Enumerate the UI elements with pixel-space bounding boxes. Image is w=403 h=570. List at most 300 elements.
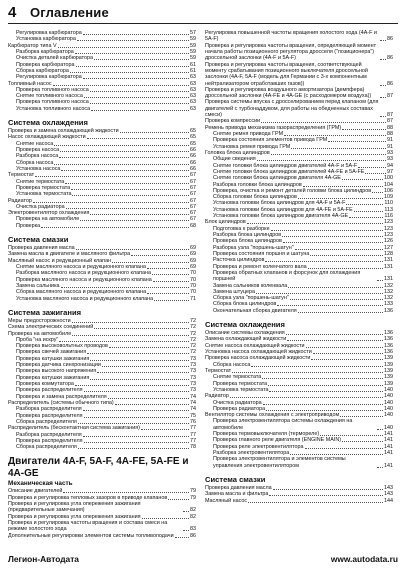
dot-leader <box>377 429 383 430</box>
toc-entry-title: Проверка насоса охлаждающей жидкости <box>205 355 311 362</box>
toc-entry-title: Проверка системы впуска с дросселированием перед клапаном (для двигателей с турбонаддувом, для работы на обедненных составах смеси) <box>205 99 379 119</box>
dot-leader <box>72 322 189 323</box>
toc-entry-title: Разборка карбюратора <box>16 48 74 55</box>
toc-entry-title: Схема электрических соединений <box>8 324 94 331</box>
toc-entry-title: Проверка высоковольтных проводов <box>16 343 108 350</box>
toc-entry-title: Регулировка карбюратора <box>16 74 82 81</box>
dot-leader <box>277 305 383 306</box>
toc-group-left-ignition <box>8 318 196 451</box>
toc-entry-page: 73 <box>190 368 196 375</box>
toc-entry-page: 59 <box>190 55 196 62</box>
toc-entry-page: 63 <box>190 80 196 87</box>
toc-entry <box>205 270 393 283</box>
toc-entry-title: Проверка и замена охлаждающей жидкости <box>8 128 119 135</box>
toc-entry-title: Установка термостата <box>16 191 72 198</box>
dot-leader <box>372 192 383 193</box>
page-header <box>8 6 398 24</box>
toc-entry-page: 82 <box>190 507 196 514</box>
toc-entry-page: 131 <box>384 257 393 264</box>
toc-entry-page: 71 <box>190 295 196 302</box>
toc-entry-page: 106 <box>384 187 393 194</box>
toc-entry-page: 70 <box>190 282 196 289</box>
dot-leader <box>90 360 189 361</box>
toc-entry-page: 69 <box>190 245 196 252</box>
toc-group-left-top <box>8 30 196 112</box>
toc-entry-page: 140 <box>384 412 393 419</box>
toc-entry-title: Установка головки блока цилиндров для 4A-FE и 5A-FE <box>213 206 353 213</box>
toc-entry-title: Проверка и замена распределителя <box>16 393 107 400</box>
toc-entry-page: 88 <box>387 131 393 137</box>
toc-entry-page: 67 <box>190 191 196 198</box>
toc-entry-page: 74 <box>190 393 196 400</box>
dot-leader <box>311 359 383 360</box>
dot-leader <box>58 47 189 48</box>
dot-leader <box>320 435 383 436</box>
toc-entry-page: 83 <box>190 526 196 533</box>
dot-leader <box>268 385 383 386</box>
toc-entry-page: 141 <box>384 450 393 456</box>
toc-entry-page: 74 <box>190 399 196 406</box>
toc-entry-title: Проверка распределителя <box>16 437 83 444</box>
toc-entry-title: Установка насоса <box>16 165 61 172</box>
toc-entry-title: Снятие термостата <box>213 374 262 381</box>
toc-entry-title: Сборка блока цилиндров <box>213 301 277 308</box>
toc-entry-title: Проверка датчика синхронизации <box>16 362 101 369</box>
dot-leader <box>147 268 189 269</box>
dot-leader <box>59 157 189 158</box>
toc-entry-title: Проверка термостата <box>16 184 71 191</box>
toc-entry-title: Снятие головки блока цилиндров двигателя 4A-GE <box>213 175 341 182</box>
dot-leader <box>288 287 383 288</box>
toc-entry-page: 72 <box>190 324 196 331</box>
dot-leader <box>72 335 189 336</box>
toc-entry-title: Описание двигателей <box>8 488 63 495</box>
toc-entry-page: 63 <box>190 99 196 106</box>
dot-leader <box>54 164 189 165</box>
toc-entry-page: 75 <box>190 412 196 419</box>
toc-entry-page: 94 <box>387 162 393 169</box>
dot-leader <box>97 372 189 373</box>
toc-entry-page: 139 <box>384 361 393 368</box>
toc-entry <box>8 296 196 302</box>
dot-leader <box>380 116 386 117</box>
dot-leader <box>310 255 383 256</box>
toc-entry-page: 67 <box>190 172 196 179</box>
section-heading: Система смазки <box>8 235 69 245</box>
toc-entry-title: Установка головки блока цилиндров для 4A-F и 5A-F <box>213 200 346 207</box>
dot-leader <box>41 227 189 228</box>
toc-entry-page: 133 <box>384 301 393 308</box>
toc-column-right <box>205 30 393 504</box>
toc-entry-title: Проверка карбюратора <box>16 61 75 68</box>
toc-entry-title: Проверка катушки зажигания <box>16 355 90 362</box>
chapter-heading: Двигатели 4A-F, 5A-F, 4A-FE, 5A-FE и 4A-GE <box>8 456 189 479</box>
dot-leader <box>72 195 189 196</box>
toc-entry-page: 141 <box>384 437 393 444</box>
toc-entry-page: 132 <box>384 295 393 302</box>
toc-entry-title: Проверка масляного насоса и редукционного клапана <box>16 276 152 283</box>
toc-entry-title: Замена сальника <box>16 282 60 289</box>
toc-entry-title: Проверка термостата <box>213 380 268 387</box>
toc-entry-page: 126 <box>384 238 393 245</box>
toc-entry <box>8 520 196 533</box>
toc-entry-page: 123 <box>384 219 393 226</box>
dot-leader <box>60 151 189 152</box>
toc-entry-title: Проверка насоса <box>16 147 60 153</box>
toc-entry-page: 73 <box>190 387 196 394</box>
toc-entry-title: Распределитель (системы обычного типа) <box>8 399 114 406</box>
toc-entry-title: Снятие головки блока цилиндров двигателей 4A-F и 5A-F <box>213 162 358 169</box>
toc-entry-title: Проверка топливного насоса <box>16 86 89 93</box>
dot-leader <box>248 502 383 503</box>
toc-entry-title: Блок цилиндров <box>205 219 246 226</box>
dot-leader <box>251 366 383 367</box>
dot-leader <box>183 530 189 531</box>
toc-entry-page: 110 <box>384 200 393 207</box>
dot-leader <box>83 436 189 437</box>
dot-leader <box>153 281 189 282</box>
toc-entry-page: 66 <box>190 165 196 172</box>
toc-entry-title: Очистка деталей карбюратора <box>16 55 94 62</box>
section-heading: Система охлаждения <box>205 320 285 330</box>
dot-leader <box>142 518 189 519</box>
toc-entry-page: 67 <box>190 203 196 210</box>
toc-entry-page: 73 <box>190 362 196 369</box>
toc-entry-page: 100 <box>384 175 393 182</box>
toc-entry-title: Проба "на искру" <box>16 336 59 343</box>
toc-entry <box>205 456 393 469</box>
toc-entry-page: 68 <box>190 222 196 229</box>
toc-entry <box>205 99 393 118</box>
toc-entry-page: 79 <box>190 494 196 501</box>
toc-entry <box>205 418 393 431</box>
dot-leader <box>109 347 189 348</box>
toc-entry-page: 70 <box>190 289 196 296</box>
dot-leader <box>87 353 189 354</box>
toc-entry-title: Сборка масляного насоса и редукционного клапана <box>16 289 147 296</box>
toc-entry-page: 72 <box>190 330 196 337</box>
toc-entry-page: 86 <box>387 36 393 43</box>
toc-entry-page: 140 <box>384 405 393 412</box>
toc-entry-page: 70 <box>190 270 196 277</box>
dot-leader <box>131 255 189 256</box>
dot-leader <box>290 299 383 300</box>
dot-leader <box>298 312 383 313</box>
toc-entry-title: Разборка головки блока цилиндров <box>213 181 302 188</box>
toc-entry-title: Разборка электровентилятора <box>213 450 290 456</box>
toc-entry-page: 93 <box>387 149 393 156</box>
dot-leader <box>78 448 189 449</box>
toc-entry-title: Установка термостата <box>213 386 269 393</box>
toc-entry <box>205 308 393 314</box>
toc-entry-page: 63 <box>190 105 196 112</box>
toc-entry-page: 65 <box>190 134 196 141</box>
dot-leader <box>78 423 189 424</box>
dot-leader <box>303 186 383 187</box>
dot-leader <box>65 183 189 184</box>
toc-entry-title: Регулировка повышенной частоты вращения холостого хода (4A-F и 5A-F) <box>205 30 377 43</box>
toc-entry-page: 116 <box>384 213 393 220</box>
toc-entry-title: Проверка и регулировка воздушного амортизатора (демпфера) дроссельной заслонки (4A-FE и 4A-GE (с расходомером воздуха)) <box>205 86 372 100</box>
toc-entry-page: 87 <box>387 93 393 100</box>
toc-entry-title: Насос охлаждающей жидкости <box>8 134 86 141</box>
page-footer <box>8 554 398 566</box>
dot-leader <box>90 103 189 104</box>
dot-leader <box>313 353 383 354</box>
dot-leader <box>380 85 386 86</box>
dot-leader <box>354 211 384 212</box>
toc-entry-page: 69 <box>190 264 196 270</box>
dot-leader <box>295 249 383 250</box>
toc-entry-title: Топливный насос <box>8 80 52 87</box>
dot-leader <box>83 34 189 35</box>
toc-group-right-lubrication <box>205 485 393 504</box>
toc-entry-page: 61 <box>190 67 196 74</box>
dot-leader <box>94 59 189 60</box>
dot-leader <box>54 145 189 146</box>
toc-entry-title: Проверка состояния поршня и шатуна <box>213 250 310 257</box>
toc-entry-title: Общие сведения <box>213 156 256 163</box>
dot-leader <box>342 179 383 180</box>
toc-entry-title: Проверка топливного насоса <box>16 99 89 106</box>
toc-entry-page: 139 <box>384 367 393 374</box>
toc-entry <box>205 62 393 87</box>
dot-leader <box>147 293 189 294</box>
toc-entry-page: 59 <box>190 42 196 49</box>
toc-entry-title: Установка ремня привода ГРМ <box>213 143 291 150</box>
dot-leader <box>342 441 383 442</box>
toc-entry-title: Вентилятор системы охлаждения с электроприводом <box>205 412 340 419</box>
toc-entry-title: Проверка и ремонт коленчатого вала <box>213 263 307 270</box>
dot-leader <box>380 97 386 98</box>
dot-leader <box>377 280 383 281</box>
toc-entry-title: Описание системы охлаждения <box>205 330 285 337</box>
dot-leader <box>90 91 189 92</box>
dot-leader <box>269 495 383 496</box>
dot-leader <box>380 59 386 60</box>
dot-leader <box>257 160 386 161</box>
toc-entry-page: 63 <box>190 86 196 93</box>
page-title: Оглавление <box>30 5 109 20</box>
toc-group-left-mechanical <box>8 488 196 539</box>
toc-entry-title: Проверка термовыключателя (термореле) <box>213 431 320 438</box>
toc-entry-title: Проверка <box>16 222 41 229</box>
toc-entry-title: Сборка распределителя <box>16 444 77 451</box>
toc-entry-page: 63 <box>190 74 196 81</box>
toc-entry-title: Проверка распределителя <box>16 387 83 394</box>
toc-entry-title: Проверка главного реле двигателя (ENGINE MAIN) <box>213 437 342 444</box>
dot-leader <box>66 208 189 209</box>
toc-entry-page: 88 <box>387 124 393 131</box>
toc-entry-title: Проверка блока цилиндров <box>213 238 282 245</box>
toc-entry-page: 91 <box>387 143 393 150</box>
toc-entry-title: Разборка распределителя <box>16 406 82 413</box>
toc-entry-page: 97 <box>387 168 393 175</box>
toc-entry-page: 65 <box>190 140 196 147</box>
dot-leader <box>349 217 383 218</box>
toc-entry-title: Проверка давления масла <box>8 245 75 252</box>
toc-entry <box>8 106 196 112</box>
toc-entry-title: Проверка коммутатора <box>16 381 74 387</box>
toc-entry-title: Снятие головки блока цилиндров двигателей 4A-FE и 5A-FE <box>213 168 365 175</box>
toc-entry-page: 140 <box>384 399 393 406</box>
dot-leader <box>340 416 383 417</box>
dot-leader <box>168 499 189 500</box>
toc-entry-title: Сборка насоса <box>213 361 251 368</box>
dot-leader <box>256 293 383 294</box>
toc-entry-title: Подготовка к разборке <box>213 225 270 232</box>
dot-leader <box>271 154 386 155</box>
toc-entry-title: Дополнительные регулировки элементов системы топливоподачи <box>8 532 174 539</box>
section-heading: Система охлаждения <box>8 118 88 128</box>
toc-entry-page: 139 <box>384 374 393 381</box>
toc-entry-title: Ремень привода механизма газораспределения (ГРМ) <box>205 124 342 131</box>
toc-entry-page: 67 <box>190 216 196 223</box>
toc-entry-title: Головка блока цилиндров <box>205 149 270 156</box>
dot-leader <box>61 287 189 288</box>
toc-entry-title: Проверка катушки зажигания <box>16 374 90 381</box>
toc-entry-title: Проверка на автомобиле <box>8 330 72 337</box>
toc-entry-page: 77 <box>190 425 196 432</box>
dot-leader <box>291 148 386 149</box>
toc-group-right-cooling <box>205 330 393 469</box>
toc-entry-page: 139 <box>384 380 393 387</box>
toc-entry-page: 70 <box>190 276 196 283</box>
toc-entry-page: 87 <box>387 118 393 125</box>
dot-leader <box>76 249 189 250</box>
toc-entry-title: Снятие термостата <box>16 178 65 185</box>
toc-entry-page: 139 <box>384 355 393 362</box>
toc-entry-title: Масляный насос и редукционный клапан <box>8 257 112 264</box>
toc-entry-title: Меры предосторожности <box>8 317 71 324</box>
toc-entry-page: 140 <box>384 386 393 393</box>
dot-leader <box>261 122 386 123</box>
toc-entry-title: Замена охлаждающей жидкости <box>205 336 287 343</box>
dot-leader <box>59 341 189 342</box>
toc-entry-title: Проверка и регулировка угла опережения зажигания <box>8 513 141 520</box>
dot-leader <box>141 429 189 430</box>
toc-entry-page: 140 <box>384 424 393 431</box>
toc-entry <box>8 533 196 539</box>
toc-entry-title: Снятие топливного насоса <box>16 93 83 100</box>
toc-entry-page: 86 <box>190 532 196 539</box>
toc-entry-title: Установка масляного насоса и редукционного клапана <box>16 295 154 302</box>
dot-leader <box>265 261 383 262</box>
toc-entry-title: Сборка головки блока цилиндров <box>213 194 297 201</box>
toc-entry-page: 131 <box>384 276 393 283</box>
toc-entry-page: 141 <box>384 462 393 469</box>
dot-leader <box>358 167 386 168</box>
toc-entry-page: 59 <box>190 48 196 55</box>
publisher-url: www.autodata.ru <box>330 554 398 564</box>
toc-entry-title: Замена масла в двигателе и масляного фильтра <box>8 251 131 258</box>
toc-entry-page: 140 <box>384 393 393 400</box>
toc-entry-page: 136 <box>384 307 393 314</box>
toc-entry-page: 73 <box>190 374 196 381</box>
dot-leader <box>282 236 383 237</box>
dot-leader <box>365 173 386 174</box>
toc-entry <box>205 498 393 504</box>
toc-entry-page: 74 <box>190 406 196 413</box>
toc-entry-title: Термостат <box>205 367 232 374</box>
toc-entry-title: Установка карбюратора <box>16 36 76 43</box>
toc-entry-title: Замена штуцера <box>213 288 256 295</box>
dot-leader <box>247 223 383 224</box>
toc-entry-page: 69 <box>190 251 196 258</box>
dot-leader <box>76 66 189 67</box>
section-heading: Система смазки <box>205 474 266 484</box>
toc-entry-title: Разборка масляного насоса и редукционного клапана <box>16 270 151 277</box>
toc-entry-page: 73 <box>190 381 196 387</box>
publisher-name: Легион-Автодата <box>8 554 79 564</box>
dot-leader <box>70 72 189 73</box>
toc-entry-page: 79 <box>190 488 196 495</box>
toc-entry-page: 104 <box>384 181 393 188</box>
toc-entry-title: Проверка давления масла <box>205 484 272 491</box>
toc-column-left <box>8 30 196 539</box>
toc-entry-page: 91 <box>387 137 393 144</box>
toc-entry-title: Проверка и регулировка частоты вращения, определяющей момент начала работы позиционного регулятора дросселя ("позиционера") дроссельной заслонки (4A-F и 5A-F) <box>205 42 377 62</box>
toc-entry-page: 113 <box>384 206 393 213</box>
toc-entry-page: 59 <box>190 36 196 43</box>
toc-entry-title: Электровентилятор охлаждения <box>8 210 90 217</box>
toc-entry-page: 144 <box>384 497 393 504</box>
dot-leader <box>108 398 189 399</box>
toc-entry-title: Сборка узла "поршень-шатун" <box>213 295 289 302</box>
dot-leader <box>273 489 383 490</box>
toc-entry-page: 72 <box>190 349 196 356</box>
dot-leader <box>230 397 383 398</box>
dot-leader <box>33 202 189 203</box>
toc-entry-page: 123 <box>384 232 393 238</box>
dot-leader <box>84 97 189 98</box>
dot-leader <box>269 391 383 392</box>
dot-leader <box>83 78 189 79</box>
toc-entry-page: 86 <box>387 55 393 62</box>
toc-entry-title: Проверка на автомобиле <box>16 216 80 223</box>
toc-entry-page: 77 <box>190 431 196 438</box>
dot-leader <box>266 410 383 411</box>
dot-leader <box>80 220 189 221</box>
dot-leader <box>63 492 189 493</box>
dot-leader <box>346 204 383 205</box>
toc-entry-page: 72 <box>190 343 196 350</box>
dot-leader <box>83 410 189 411</box>
toc-entry-title: Термостат <box>8 172 35 179</box>
toc-entry-page: 77 <box>190 437 196 444</box>
toc-entry-page: 69 <box>190 257 196 264</box>
toc-entry-title: Разборка узла "поршень-шатун" <box>213 244 294 251</box>
toc-entry-page: 136 <box>384 342 393 349</box>
toc-entry-page: 67 <box>190 197 196 204</box>
subchapter-heading: Механическая часть <box>8 480 73 488</box>
toc-entry-page: 82 <box>190 513 196 520</box>
dot-leader <box>90 379 189 380</box>
toc-entry-page: 65 <box>190 128 196 135</box>
toc-entry-page: 73 <box>190 355 196 362</box>
toc-entry-title: Проверка радиатора <box>213 405 266 412</box>
dot-leader <box>290 454 383 455</box>
dot-leader <box>77 40 189 41</box>
dot-leader <box>84 442 189 443</box>
toc-entry-page: 86 <box>387 80 393 87</box>
dot-leader <box>308 268 383 269</box>
toc-entry-title: Проверка распределителя <box>16 412 83 419</box>
dot-leader <box>84 417 189 418</box>
toc-entry-title: Проверка электровентилятора и элементов системы управления электровентилятором <box>213 456 346 469</box>
toc-entry-title: Карбюратор типа V <box>8 42 57 49</box>
toc-group-left-cooling <box>8 128 196 229</box>
